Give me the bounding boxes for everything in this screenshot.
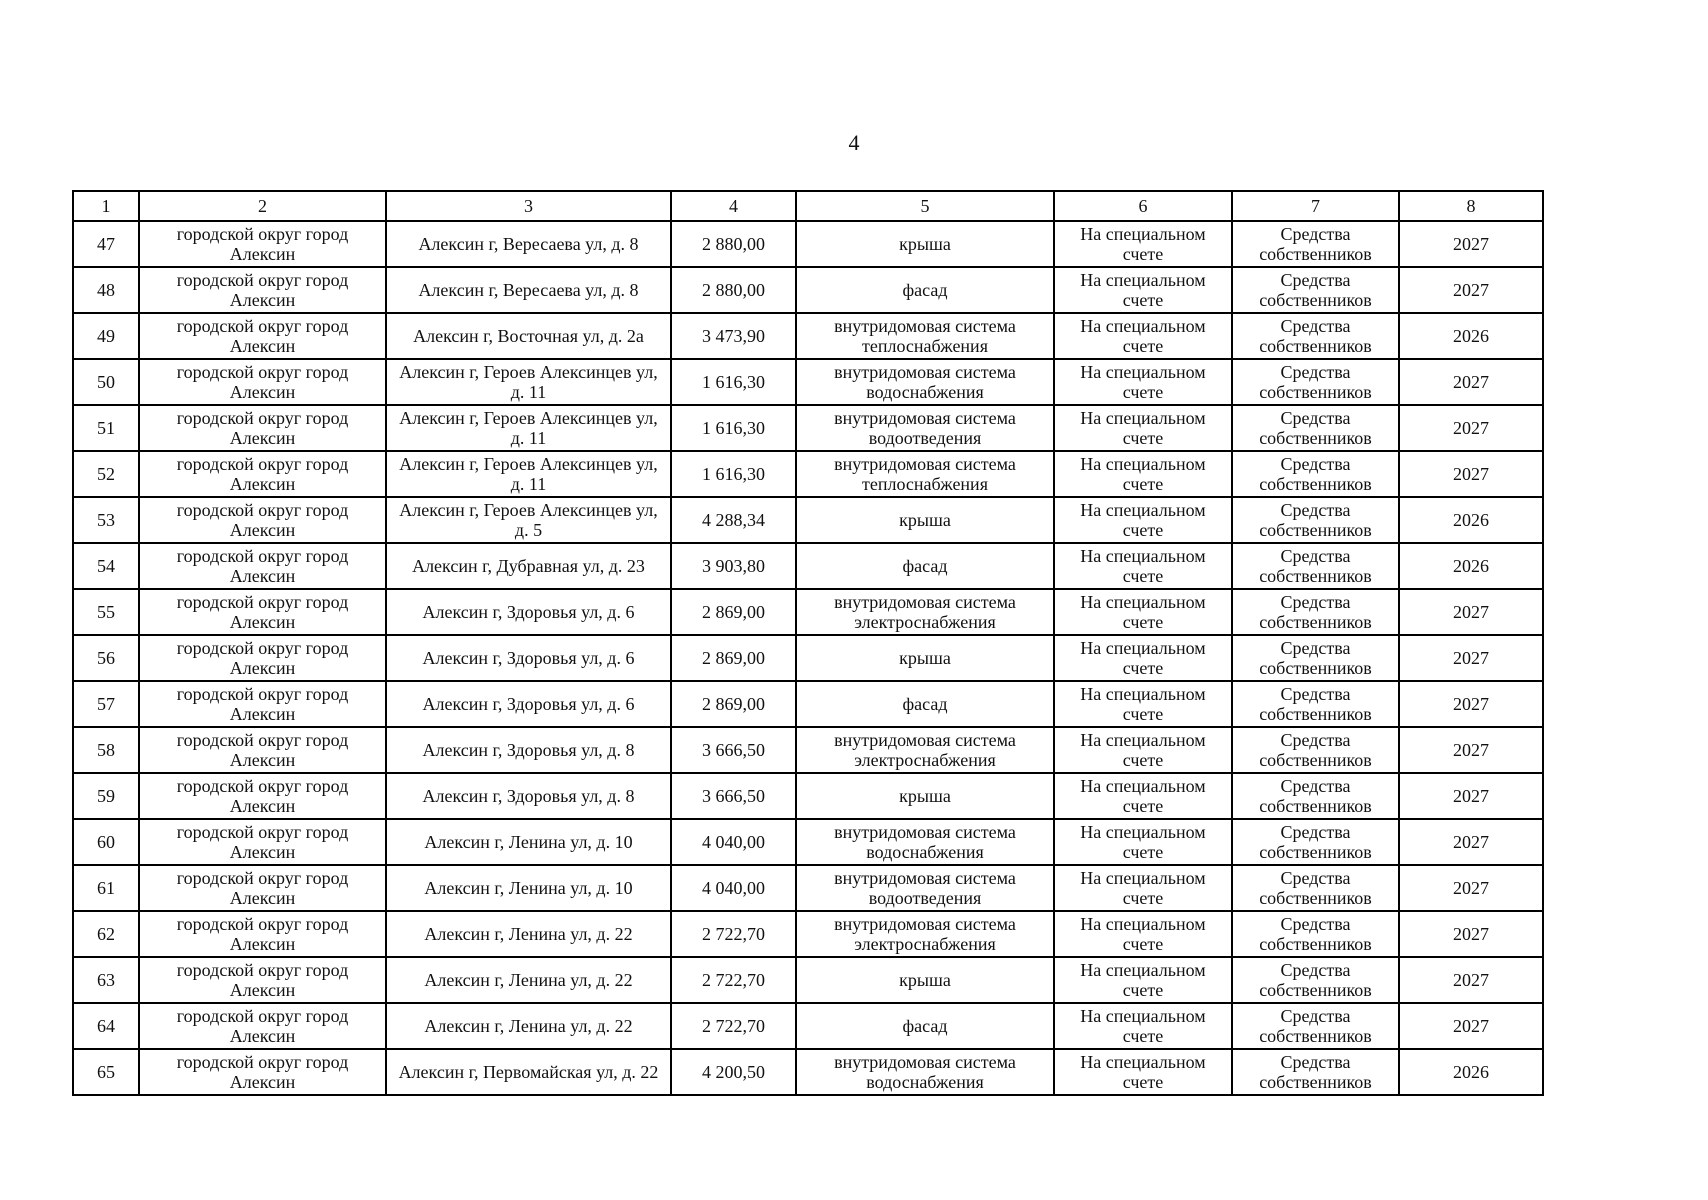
fund-method-cell: На специальном счете [1054, 635, 1232, 681]
year-cell: 2027 [1399, 635, 1543, 681]
table-row [73, 773, 1543, 819]
funding-source-cell: Средства собственников [1232, 405, 1399, 451]
year-cell: 2027 [1399, 911, 1543, 957]
work-type-cell: внутридомовая система водоснабжения [796, 1049, 1054, 1095]
fund-method-cell: На специальном счете [1054, 1003, 1232, 1049]
column-header-5: 5 [796, 191, 1054, 221]
year-cell: 2026 [1399, 497, 1543, 543]
row-number-cell: 55 [73, 589, 139, 635]
address-cell: Алексин г, Ленина ул, д. 22 [386, 1003, 671, 1049]
column-header-4: 4 [671, 191, 796, 221]
year-cell: 2026 [1399, 1049, 1543, 1095]
fund-method-cell: На специальном счете [1054, 405, 1232, 451]
area-cell: 2 880,00 [671, 221, 796, 267]
funding-source-cell: Средства собственников [1232, 635, 1399, 681]
address-cell: Алексин г, Вересаева ул, д. 8 [386, 221, 671, 267]
year-cell: 2026 [1399, 313, 1543, 359]
work-type-cell: внутридомовая система теплоснабжения [796, 313, 1054, 359]
area-cell: 2 722,70 [671, 957, 796, 1003]
column-header-3: 3 [386, 191, 671, 221]
work-type-cell: внутридомовая система теплоснабжения [796, 451, 1054, 497]
column-header-1: 1 [73, 191, 139, 221]
row-number-cell: 51 [73, 405, 139, 451]
table-row [73, 681, 1543, 727]
address-cell: Алексин г, Дубравная ул, д. 23 [386, 543, 671, 589]
address-cell: Алексин г, Ленина ул, д. 10 [386, 865, 671, 911]
table-row [73, 727, 1543, 773]
area-cell: 1 616,30 [671, 451, 796, 497]
funding-source-cell: Средства собственников [1232, 911, 1399, 957]
work-type-cell: фасад [796, 267, 1054, 313]
address-cell: Алексин г, Здоровья ул, д. 8 [386, 773, 671, 819]
municipality-cell: городской округ город Алексин [139, 313, 386, 359]
row-number-cell: 62 [73, 911, 139, 957]
fund-method-cell: На специальном счете [1054, 865, 1232, 911]
area-cell: 3 666,50 [671, 773, 796, 819]
fund-method-cell: На специальном счете [1054, 221, 1232, 267]
municipality-cell: городской округ город Алексин [139, 911, 386, 957]
fund-method-cell: На специальном счете [1054, 267, 1232, 313]
row-number-cell: 59 [73, 773, 139, 819]
funding-source-cell: Средства собственников [1232, 681, 1399, 727]
funding-source-cell: Средства собственников [1232, 1003, 1399, 1049]
address-cell: Алексин г, Героев Алексинцев ул, д. 11 [386, 359, 671, 405]
fund-method-cell: На специальном счете [1054, 313, 1232, 359]
table-row [73, 1049, 1543, 1095]
funding-source-cell: Средства собственников [1232, 773, 1399, 819]
area-cell: 4 200,50 [671, 1049, 796, 1095]
fund-method-cell: На специальном счете [1054, 957, 1232, 1003]
fund-method-cell: На специальном счете [1054, 451, 1232, 497]
year-cell: 2027 [1399, 773, 1543, 819]
work-type-cell: внутридомовая система водоснабжения [796, 359, 1054, 405]
row-number-cell: 50 [73, 359, 139, 405]
funding-source-cell: Средства собственников [1232, 957, 1399, 1003]
page-number: 4 [848, 130, 860, 155]
municipality-cell: городской округ город Алексин [139, 773, 386, 819]
area-cell: 1 616,30 [671, 359, 796, 405]
row-number-cell: 61 [73, 865, 139, 911]
municipality-cell: городской округ город Алексин [139, 819, 386, 865]
municipality-cell: городской округ город Алексин [139, 635, 386, 681]
year-cell: 2027 [1399, 1003, 1543, 1049]
area-cell: 4 040,00 [671, 819, 796, 865]
funding-source-cell: Средства собственников [1232, 313, 1399, 359]
municipality-cell: городской округ город Алексин [139, 451, 386, 497]
area-cell: 2 869,00 [671, 635, 796, 681]
fund-method-cell: На специальном счете [1054, 773, 1232, 819]
year-cell: 2027 [1399, 405, 1543, 451]
row-number-cell: 53 [73, 497, 139, 543]
fund-method-cell: На специальном счете [1054, 1049, 1232, 1095]
row-number-cell: 56 [73, 635, 139, 681]
work-type-cell: крыша [796, 957, 1054, 1003]
fund-method-cell: На специальном счете [1054, 727, 1232, 773]
funding-source-cell: Средства собственников [1232, 451, 1399, 497]
work-type-cell: внутридомовая система электроснабжения [796, 727, 1054, 773]
area-cell: 2 722,70 [671, 1003, 796, 1049]
funding-source-cell: Средства собственников [1232, 359, 1399, 405]
column-header-2: 2 [139, 191, 386, 221]
column-header-7: 7 [1232, 191, 1399, 221]
table-row [73, 589, 1543, 635]
table-row [73, 497, 1543, 543]
column-header-8: 8 [1399, 191, 1543, 221]
row-number-cell: 47 [73, 221, 139, 267]
table-row [73, 1003, 1543, 1049]
funding-source-cell: Средства собственников [1232, 221, 1399, 267]
municipality-cell: городской округ город Алексин [139, 359, 386, 405]
capital-repair-table [72, 190, 1544, 1096]
municipality-cell: городской округ город Алексин [139, 727, 386, 773]
work-type-cell: внутридомовая система электроснабжения [796, 589, 1054, 635]
municipality-cell: городской округ город Алексин [139, 267, 386, 313]
work-type-cell: крыша [796, 773, 1054, 819]
municipality-cell: городской округ город Алексин [139, 957, 386, 1003]
year-cell: 2026 [1399, 543, 1543, 589]
year-cell: 2027 [1399, 221, 1543, 267]
year-cell: 2027 [1399, 589, 1543, 635]
area-cell: 2 869,00 [671, 681, 796, 727]
year-cell: 2027 [1399, 451, 1543, 497]
municipality-cell: городской округ город Алексин [139, 543, 386, 589]
year-cell: 2027 [1399, 267, 1543, 313]
funding-source-cell: Средства собственников [1232, 497, 1399, 543]
address-cell: Алексин г, Здоровья ул, д. 8 [386, 727, 671, 773]
year-cell: 2027 [1399, 681, 1543, 727]
municipality-cell: городской округ город Алексин [139, 681, 386, 727]
address-cell: Алексин г, Ленина ул, д. 10 [386, 819, 671, 865]
area-cell: 3 903,80 [671, 543, 796, 589]
address-cell: Алексин г, Ленина ул, д. 22 [386, 957, 671, 1003]
funding-source-cell: Средства собственников [1232, 819, 1399, 865]
work-type-cell: фасад [796, 681, 1054, 727]
table-row [73, 819, 1543, 865]
work-type-cell: внутридомовая система водоснабжения [796, 819, 1054, 865]
address-cell: Алексин г, Героев Алексинцев ул, д. 5 [386, 497, 671, 543]
municipality-cell: городской округ город Алексин [139, 1049, 386, 1095]
table-row [73, 313, 1543, 359]
fund-method-cell: На специальном счете [1054, 681, 1232, 727]
area-cell: 1 616,30 [671, 405, 796, 451]
work-type-cell: фасад [796, 1003, 1054, 1049]
row-number-cell: 57 [73, 681, 139, 727]
municipality-cell: городской округ город Алексин [139, 1003, 386, 1049]
address-cell: Алексин г, Здоровья ул, д. 6 [386, 681, 671, 727]
municipality-cell: городской округ город Алексин [139, 497, 386, 543]
column-header-6: 6 [1054, 191, 1232, 221]
area-cell: 2 722,70 [671, 911, 796, 957]
fund-method-cell: На специальном счете [1054, 911, 1232, 957]
work-type-cell: внутридомовая система водоотведения [796, 865, 1054, 911]
table-row [73, 405, 1543, 451]
work-type-cell: крыша [796, 221, 1054, 267]
address-cell: Алексин г, Героев Алексинцев ул, д. 11 [386, 405, 671, 451]
work-type-cell: внутридомовая система электроснабжения [796, 911, 1054, 957]
row-number-cell: 58 [73, 727, 139, 773]
address-cell: Алексин г, Героев Алексинцев ул, д. 11 [386, 451, 671, 497]
header-row [73, 191, 1543, 221]
fund-method-cell: На специальном счете [1054, 589, 1232, 635]
area-cell: 3 473,90 [671, 313, 796, 359]
area-cell: 2 880,00 [671, 267, 796, 313]
table-row [73, 911, 1543, 957]
row-number-cell: 63 [73, 957, 139, 1003]
row-number-cell: 64 [73, 1003, 139, 1049]
work-type-cell: крыша [796, 635, 1054, 681]
table-row [73, 267, 1543, 313]
area-cell: 4 040,00 [671, 865, 796, 911]
year-cell: 2027 [1399, 819, 1543, 865]
row-number-cell: 52 [73, 451, 139, 497]
municipality-cell: городской округ город Алексин [139, 221, 386, 267]
year-cell: 2027 [1399, 865, 1543, 911]
row-number-cell: 60 [73, 819, 139, 865]
funding-source-cell: Средства собственников [1232, 589, 1399, 635]
table-row [73, 451, 1543, 497]
area-cell: 4 288,34 [671, 497, 796, 543]
table-row [73, 543, 1543, 589]
work-type-cell: фасад [796, 543, 1054, 589]
table-row [73, 359, 1543, 405]
table-row [73, 635, 1543, 681]
municipality-cell: городской округ город Алексин [139, 405, 386, 451]
table-body [73, 221, 1543, 1095]
fund-method-cell: На специальном счете [1054, 819, 1232, 865]
address-cell: Алексин г, Первомайская ул, д. 22 [386, 1049, 671, 1095]
address-cell: Алексин г, Здоровья ул, д. 6 [386, 589, 671, 635]
fund-method-cell: На специальном счете [1054, 543, 1232, 589]
address-cell: Алексин г, Здоровья ул, д. 6 [386, 635, 671, 681]
table-row [73, 865, 1543, 911]
funding-source-cell: Средства собственников [1232, 1049, 1399, 1095]
area-cell: 2 869,00 [671, 589, 796, 635]
funding-source-cell: Средства собственников [1232, 727, 1399, 773]
row-number-cell: 54 [73, 543, 139, 589]
funding-source-cell: Средства собственников [1232, 267, 1399, 313]
address-cell: Алексин г, Вересаева ул, д. 8 [386, 267, 671, 313]
table-row [73, 957, 1543, 1003]
address-cell: Алексин г, Ленина ул, д. 22 [386, 911, 671, 957]
work-type-cell: внутридомовая система водоотведения [796, 405, 1054, 451]
municipality-cell: городской округ город Алексин [139, 589, 386, 635]
funding-source-cell: Средства собственников [1232, 865, 1399, 911]
fund-method-cell: На специальном счете [1054, 359, 1232, 405]
year-cell: 2027 [1399, 727, 1543, 773]
address-cell: Алексин г, Восточная ул, д. 2а [386, 313, 671, 359]
area-cell: 3 666,50 [671, 727, 796, 773]
funding-source-cell: Средства собственников [1232, 543, 1399, 589]
work-type-cell: крыша [796, 497, 1054, 543]
table-row [73, 221, 1543, 267]
row-number-cell: 49 [73, 313, 139, 359]
row-number-cell: 65 [73, 1049, 139, 1095]
fund-method-cell: На специальном счете [1054, 497, 1232, 543]
year-cell: 2027 [1399, 359, 1543, 405]
row-number-cell: 48 [73, 267, 139, 313]
year-cell: 2027 [1399, 957, 1543, 1003]
municipality-cell: городской округ город Алексин [139, 865, 386, 911]
